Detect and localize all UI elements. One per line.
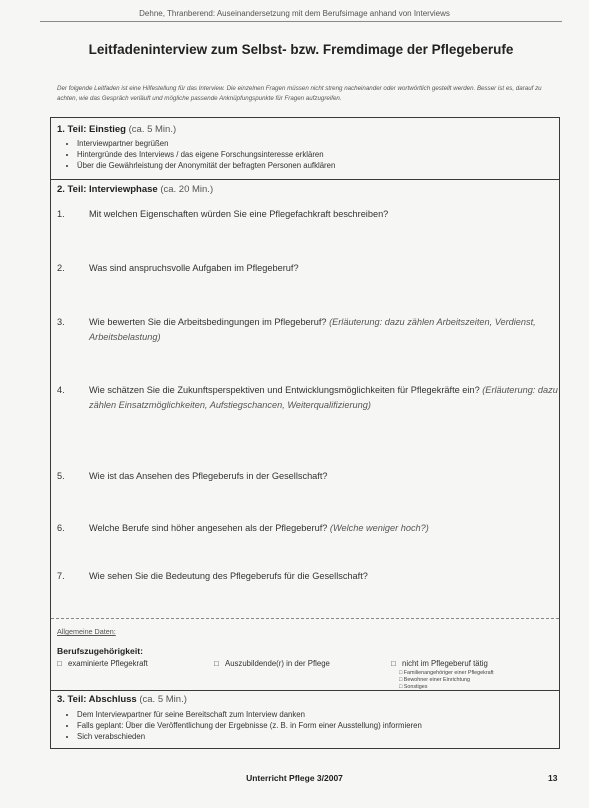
section-divider (51, 179, 559, 180)
question-7: 7. Wie sehen Sie die Bedeutung des Pflegeberufs für die Gesellschaft? (57, 571, 368, 581)
question-2: 2. Was sind anspruchsvolle Aufgaben im Pflegeberuf? (57, 263, 299, 273)
suboption-other[interactable]: □ Sonstiges (399, 684, 428, 690)
suboption-relative[interactable]: □ Familienangehöriger einer Pflegekraft (399, 670, 494, 676)
list-item: • Über die Gewährleistung der Anonymität der befragten Personen aufklären (77, 160, 335, 171)
part3-heading: 3. Teil: Abschluss (ca. 5 Min.) (57, 694, 187, 705)
header-rule (40, 21, 562, 22)
general-data-label: Allgemeine Daten: (57, 627, 116, 636)
affiliation-heading: Berufszugehörigkeit: (57, 646, 143, 656)
part1-heading: 1. Teil: Einstieg (ca. 5 Min.) (57, 124, 177, 135)
part3-bullets (57, 709, 422, 742)
list-item: • Sich verabschieden (77, 731, 422, 742)
question-6: 6. Welche Berufe sind höher angesehen als der Pflegeberuf? (Welche weniger hoch?) (57, 523, 429, 533)
question-3: 3. Wie bewerten Sie die Arbeitsbedingungen im Pflegeberuf? (Erläuterung: dazu zählen Arbeitszeiten, Verdienst, Arbeitsbelastung) (57, 317, 536, 342)
question-4: 4. Wie schätzen Sie die Zukunftsperspektiven und Entwicklungsmöglichkeiten für Pflegekräfte ein? (Erläuterung: dazu zählen Einsatzmöglichkeiten, Aufstiegschancen, Weiterqualifizierung) (57, 385, 558, 410)
checkbox-icon[interactable]: □ (57, 659, 62, 668)
intro-paragraph: Der folgende Leitfaden ist eine Hilfestellung für das Interview. Die einzelnen Fragen müssen nicht streng nacheinander oder wortwörtlich gestellt werden. Besser ist es, darauf zu achten, wie das Gespräch verläuft und mögliche passende Anknüpfungspunkte für Fragen aufzugreifen. (57, 85, 542, 102)
list-item: • Dem Interviewpartner für seine Bereitschaft zum Interview danken (77, 709, 422, 720)
checkbox-icon[interactable]: □ (214, 659, 219, 668)
part2-heading: 2. Teil: Interviewphase (ca. 20 Min.) (57, 184, 214, 195)
running-header: Dehne, Thranberend: Auseinandersetzung mit dem Berufsimage anhand von Interviews (139, 9, 450, 18)
list-item: • Falls geplant: Über die Veröffentlichung der Ergebnisse (z. B. in Form einer Ausstellung) informieren (77, 720, 422, 731)
list-item: • Interviewpartner begrüßen (77, 138, 335, 149)
dotted-divider (51, 618, 559, 619)
section-divider (51, 690, 559, 691)
option-trainee[interactable]: □ Auszubildende(r) in der Pflege (214, 659, 330, 668)
question-5: 5. Wie ist das Ansehen des Pflegeberufs in der Gesellschaft? (57, 471, 328, 481)
option-examined-nurse[interactable]: □ examinierte Pflegekraft (57, 659, 148, 668)
interview-guide-box (50, 117, 560, 749)
suboption-resident[interactable]: □ Bewohner einer Einrichtung (399, 677, 470, 683)
page-number: 13 (548, 773, 558, 783)
option-not-in-care[interactable]: □ nicht im Pflegeberuf tätig (391, 659, 488, 668)
page-footer: Unterricht Pflege 3/2007 (246, 773, 343, 783)
checkbox-icon[interactable]: □ (391, 659, 396, 668)
document-title: Leitfadeninterview zum Selbst- bzw. Fremdimage der Pflegeberufe (88, 42, 514, 57)
suboptions-list (399, 670, 494, 691)
question-1: 1. Mit welchen Eigenschaften würden Sie eine Pflegefachkraft beschreiben? (57, 209, 389, 219)
part1-bullets (57, 138, 335, 171)
list-item: • Hintergründe des Interviews / das eigene Forschungsinteresse erklären (77, 149, 335, 160)
